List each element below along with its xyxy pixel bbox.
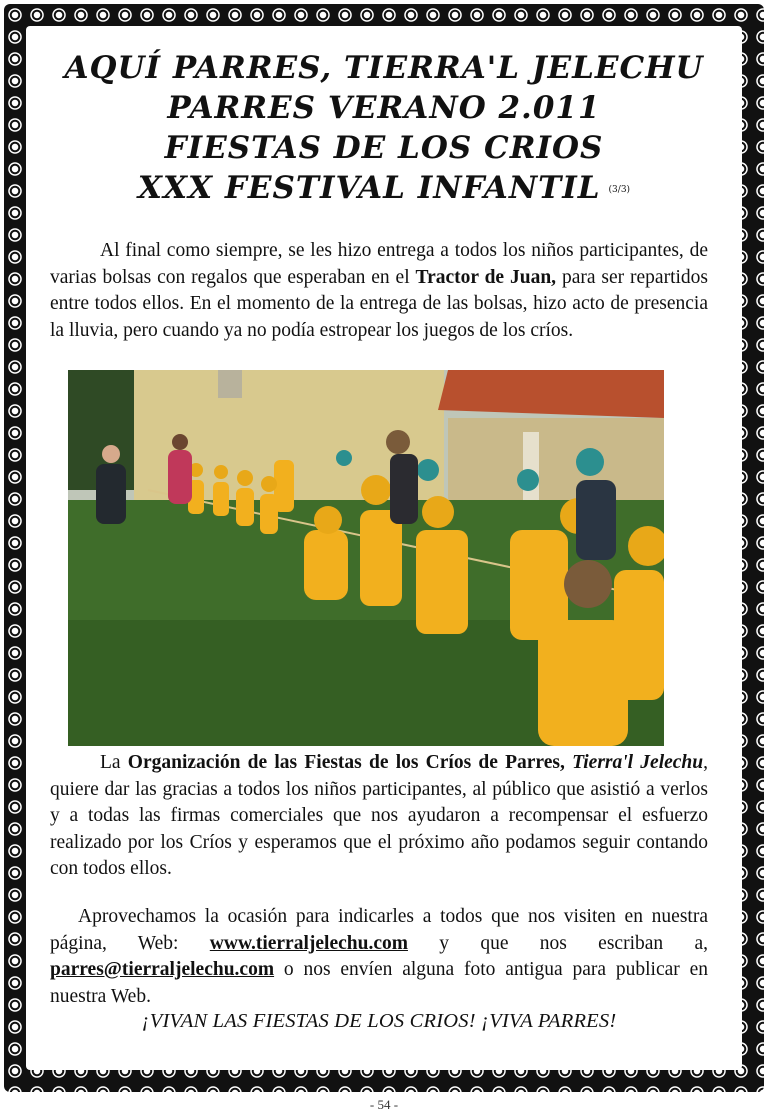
photo-illustration [68, 370, 664, 746]
title-line-3: FIESTAS DE LOS CRIOS [164, 130, 604, 166]
title-line-4-text: XXX FESTIVAL INFANTIL [137, 170, 601, 206]
closing-slogan: ¡VIVAN LAS FIESTAS DE LOS CRIOS! ¡VIVA PARRES! [141, 1010, 617, 1032]
decorative-spiral-border [4, 4, 764, 1092]
paragraph-1 [50, 238, 708, 344]
tug-of-war-photo [68, 370, 664, 746]
title-line-1 [26, 48, 742, 88]
title-line-4 [26, 168, 742, 210]
page-note: (3/3) [608, 184, 631, 195]
paragraph-3-text-a: Aprovechamos la ocasión para indicarles a todos que nos visiten en nuestra página, Web: [50, 906, 708, 954]
title-line-2: PARRES VERANO 2.011 [167, 90, 601, 126]
title-line-1-a: AQUÍ PARRES, [64, 50, 344, 86]
website-link[interactable]: www.tierraljelechu.com [209, 932, 408, 954]
paragraph-3-text-c: o nos envíen alguna foto antigua para publicar en nuestra Web. [50, 959, 708, 1007]
email-link[interactable]: parres@tierraljelechu.com [50, 959, 275, 980]
page-content [26, 26, 742, 1070]
paragraph-1-text-b: para ser repartidos entre todos ellos. En el momento de la entrega de las bolsas, hizo acto de presencia la lluvia, pero cuando ya no podía estropear los juegos de los críos. [50, 266, 708, 341]
paragraph-1-bold: Tractor de Juan, [415, 266, 557, 288]
paragraph-3-text-b: y que nos escriban a, [407, 932, 708, 954]
paragraph-3 [50, 904, 708, 1010]
paragraph-2-text-b: , quiere dar las gracias a todos los niños participantes, al público que asistió a verlos y a todas las firmas comerciales que nos ayudaron a recompensar el esfuerzo realizado por los Críos y esperamos que el próximo año podamos seguir contando con todos ellos. [50, 752, 708, 879]
page-title [26, 48, 742, 210]
paragraph-2-bold: Organización de las Fiestas de los Críos de Parres, [127, 752, 565, 773]
paragraph-1-text-a: Al final como siempre, se les hizo entrega a todos los niños participantes, de varias bolsas con regalos que esperaban en el [50, 240, 708, 288]
paragraph-2-bold-italic: Tierra'l Jelechu [572, 752, 704, 773]
page-number: - 54 - [369, 1097, 399, 1112]
paragraph-2 [50, 750, 708, 883]
title-line-1-b: TIERRA'L JELECHU [343, 50, 704, 86]
paragraph-2-text-a: La [100, 752, 128, 773]
